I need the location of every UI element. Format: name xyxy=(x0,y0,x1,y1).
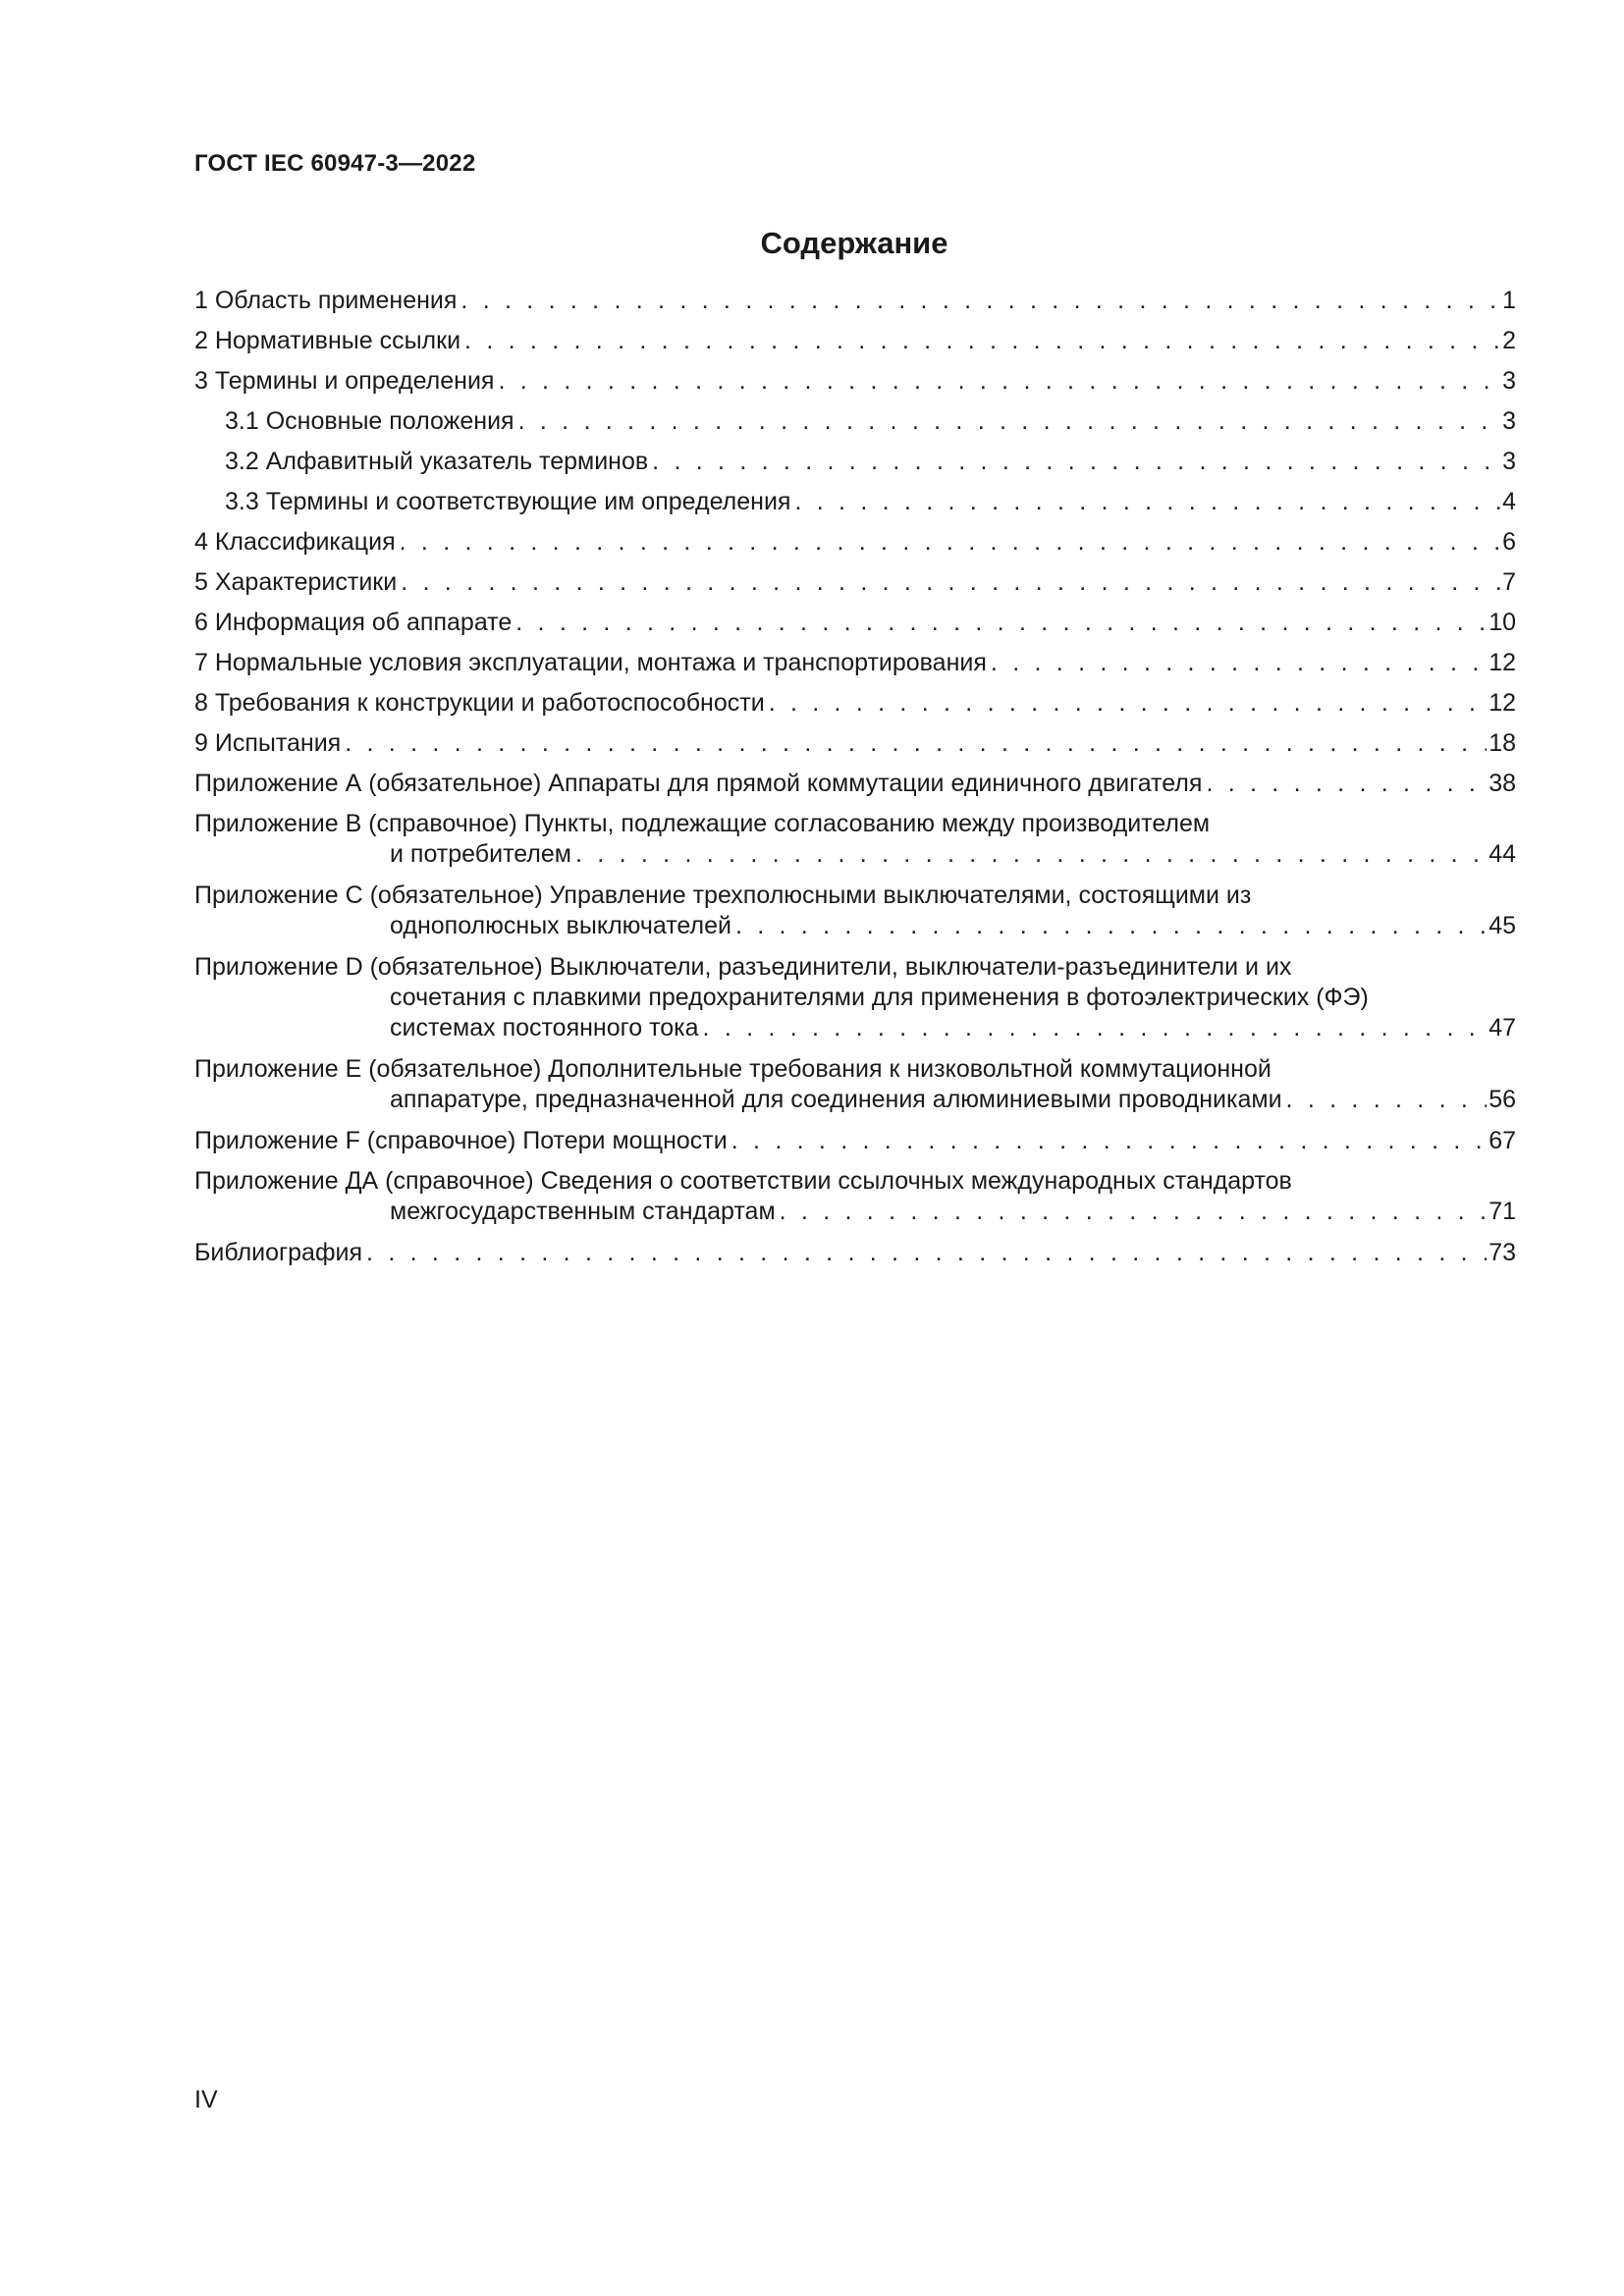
toc-entry-page: 44 xyxy=(1489,840,1516,868)
toc-entry-title: 3 Термины и определения xyxy=(194,367,495,395)
toc-entry-page: 71 xyxy=(1489,1198,1516,1225)
toc-entry-title: Приложение F (справочное) Потери мощности xyxy=(194,1127,728,1154)
dot-leader xyxy=(575,839,1487,870)
toc-entry-title-line: Приложение С (обязательное) Управление трехполюсными выключателями, состоящими из xyxy=(194,881,1252,909)
toc-entry-title: 7 Нормальные условия эксплуатации, монтажа и транспортирования xyxy=(194,649,987,676)
toc-entry-page: 3 xyxy=(1502,407,1516,435)
dot-leader xyxy=(464,326,1500,356)
toc-entry-page: 3 xyxy=(1502,367,1516,395)
dot-leader xyxy=(652,447,1500,477)
toc-entry-page: 45 xyxy=(1489,912,1516,939)
toc-entry[interactable] xyxy=(194,881,1516,941)
toc-entry[interactable] xyxy=(194,688,1516,719)
toc-entry-title: и потребителем xyxy=(390,840,571,868)
page-number: IV xyxy=(194,2086,218,2113)
toc-entry-page: 12 xyxy=(1489,689,1516,717)
toc-entry-title: системах постоянного тока xyxy=(390,1014,699,1041)
toc-entry-title: 3.3 Термины и соответствующие им определения xyxy=(225,488,791,515)
dot-leader xyxy=(400,527,1500,558)
toc-entry-title-line: Приложение D (обязательное) Выключатели, разъединители, выключатели-разъединители и их xyxy=(194,953,1292,981)
toc-entry-page: 6 xyxy=(1502,528,1516,556)
toc-entry[interactable] xyxy=(194,608,1516,638)
table-of-contents xyxy=(194,286,1516,1278)
toc-entry[interactable] xyxy=(194,1126,1516,1156)
toc-entry-page: 56 xyxy=(1489,1086,1516,1113)
toc-entry-title: 4 Классификация xyxy=(194,528,396,556)
toc-title: Содержание xyxy=(760,226,948,260)
dot-leader xyxy=(460,286,1500,316)
dot-leader xyxy=(991,648,1487,678)
toc-entry-page: 12 xyxy=(1489,649,1516,676)
toc-entry-title: аппаратуре, предназначенной для соединения алюминиевыми проводниками xyxy=(390,1086,1282,1113)
dot-leader xyxy=(794,487,1500,517)
toc-entry-title: 1 Область применения xyxy=(194,287,458,314)
toc-entry-page: 4 xyxy=(1502,488,1516,515)
toc-entry-title: 9 Испытания xyxy=(194,729,342,757)
toc-entry-page: 38 xyxy=(1489,770,1516,797)
toc-entry-title: 3.2 Алфавитный указатель терминов xyxy=(225,448,649,475)
toc-entry-title: 3.1 Основные положения xyxy=(225,407,514,435)
toc-entry-title-line: сочетания с плавкими предохранителями для применения в фотоэлектрических (ФЭ) xyxy=(390,984,1369,1011)
toc-entry[interactable] xyxy=(194,1054,1516,1115)
toc-entry[interactable] xyxy=(194,286,1516,316)
toc-entry-page: 10 xyxy=(1489,609,1516,636)
toc-entry-title: 2 Нормативные ссылки xyxy=(194,327,461,354)
toc-subentry[interactable] xyxy=(194,447,1516,477)
toc-entry-page: 1 xyxy=(1502,287,1516,314)
dot-leader xyxy=(735,911,1487,941)
toc-entry-title: межгосударственным стандартам xyxy=(390,1198,776,1225)
toc-entry-title: 6 Информация об аппарате xyxy=(194,609,513,636)
dot-leader xyxy=(769,688,1488,719)
dot-leader xyxy=(731,1126,1487,1156)
dot-leader xyxy=(366,1238,1487,1268)
toc-entry[interactable] xyxy=(194,1166,1516,1227)
toc-entry-page: 3 xyxy=(1502,448,1516,475)
dot-leader xyxy=(780,1197,1488,1227)
toc-entry-page: 18 xyxy=(1489,729,1516,757)
toc-entry-title: Приложение А (обязательное) Аппараты для прямой коммутации единичного двигателя xyxy=(194,770,1203,797)
dot-leader xyxy=(401,567,1500,598)
toc-entry-page: 73 xyxy=(1489,1239,1516,1266)
toc-entry-title-line: Приложение ДА (справочное) Сведения о соответствии ссылочных международных стандартов xyxy=(194,1167,1292,1195)
toc-entry-page: 47 xyxy=(1489,1014,1516,1041)
dot-leader xyxy=(345,728,1487,759)
toc-entry[interactable] xyxy=(194,769,1516,799)
dot-leader xyxy=(1286,1085,1488,1115)
toc-entry[interactable] xyxy=(194,809,1516,870)
toc-entry-title: Библиография xyxy=(194,1239,363,1266)
document-code: ГОСТ IEC 60947-3—2022 xyxy=(194,150,476,177)
toc-entry-page: 67 xyxy=(1489,1127,1516,1154)
toc-entry[interactable] xyxy=(194,366,1516,397)
toc-entry[interactable] xyxy=(194,648,1516,678)
dot-leader xyxy=(518,406,1501,437)
toc-entry[interactable] xyxy=(194,728,1516,759)
toc-subentry[interactable] xyxy=(194,487,1516,517)
toc-entry[interactable] xyxy=(194,326,1516,356)
toc-entry-page: 2 xyxy=(1502,327,1516,354)
toc-entry[interactable] xyxy=(194,952,1516,1043)
dot-leader xyxy=(703,1013,1488,1043)
toc-entry[interactable] xyxy=(194,1238,1516,1268)
toc-entry-title-line: Приложение E (обязательное) Дополнительные требования к низковольтной коммутационной xyxy=(194,1055,1272,1083)
toc-entry-title: 5 Характеристики xyxy=(194,568,398,596)
toc-entry-title: однополюсных выключателей xyxy=(390,912,731,939)
toc-entry-title-line: Приложение В (справочное) Пункты, подлежащие согласованию между производителем xyxy=(194,810,1211,837)
toc-entry-title: 8 Требования к конструкции и работоспособности xyxy=(194,689,765,717)
dot-leader xyxy=(515,608,1487,638)
toc-entry[interactable] xyxy=(194,527,1516,558)
toc-entry[interactable] xyxy=(194,567,1516,598)
toc-subentry[interactable] xyxy=(194,406,1516,437)
toc-entry-page: 7 xyxy=(1502,568,1516,596)
dot-leader xyxy=(498,366,1500,397)
dot-leader xyxy=(1206,769,1487,799)
